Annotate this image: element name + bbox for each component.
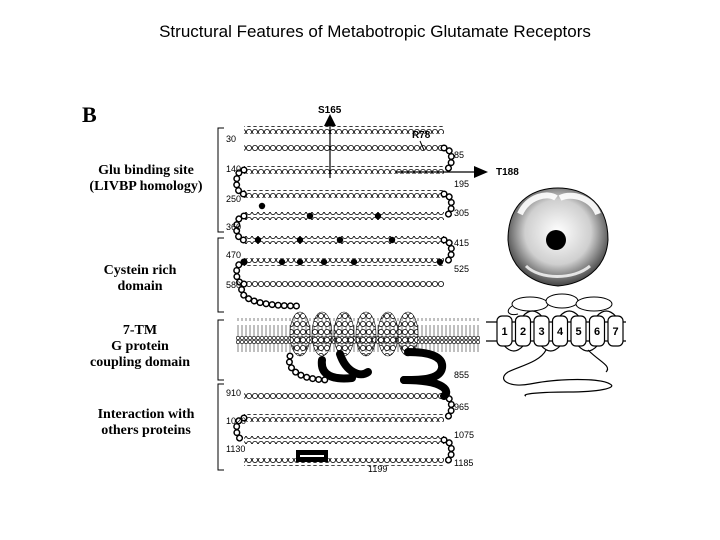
right-residue-number: 305	[454, 208, 470, 218]
tm-helix-number: 4	[556, 326, 564, 338]
cysteine-dot	[437, 259, 443, 265]
region-bracket	[218, 128, 224, 232]
cysteine-dot	[297, 259, 303, 265]
region-label-tm: 7-TM	[122, 323, 158, 338]
residue-row	[244, 166, 444, 174]
cysteine-dot	[337, 237, 343, 243]
region-label-cys: Cystein rich	[103, 263, 177, 278]
left-residue-number: 1020	[226, 416, 247, 426]
r78-label: R78	[412, 130, 431, 141]
tm-helix-number: 7	[612, 326, 619, 338]
left-residue-number: 140	[226, 164, 242, 174]
cysteine-dot	[389, 237, 395, 243]
tm-helix	[290, 312, 310, 356]
tm-helix	[334, 312, 354, 356]
right-arrow-icon	[474, 166, 488, 178]
residue-row	[244, 212, 444, 220]
region-label-int: others proteins	[101, 423, 191, 438]
right-residue-number: 195	[454, 179, 470, 189]
region-label-cys: domain	[117, 279, 163, 294]
right-residue-number: 965	[454, 402, 470, 412]
amino-acid-chain	[236, 126, 480, 466]
tm-helix-number: 6	[593, 326, 601, 338]
venus-flytrap-domain	[508, 188, 608, 286]
panel-letter: B	[82, 102, 97, 127]
residue-row	[244, 144, 444, 152]
region-bracket	[218, 384, 224, 470]
tm-helices	[497, 311, 623, 351]
tm-helix	[378, 312, 398, 356]
residue-row	[244, 258, 444, 266]
tm-helix-number: 5	[575, 326, 582, 338]
tm-helix-number: 1	[501, 326, 508, 338]
region-labels	[89, 163, 203, 438]
region-label-tm: G protein	[111, 339, 169, 354]
region-label-glu: (LIVBP homology)	[89, 179, 203, 194]
end-residue-number: 1199	[368, 464, 388, 474]
residue-row	[244, 414, 444, 422]
region-bracket	[218, 238, 224, 312]
residue-row	[244, 392, 444, 400]
left-residue-number: 360	[226, 222, 242, 232]
right-residue-number: 415	[454, 238, 470, 248]
cysteine-dot	[241, 259, 247, 265]
tm-helix	[356, 312, 376, 356]
g-protein-loop	[340, 354, 368, 374]
residue-row	[244, 280, 444, 288]
c-tail-segment	[404, 352, 442, 380]
residue-row	[244, 190, 444, 198]
receptor-schematic	[486, 188, 626, 396]
t188-label: T188	[496, 167, 519, 178]
region-label-tm: coupling domain	[90, 355, 190, 370]
residue-row	[244, 458, 444, 466]
cysteine-dot	[375, 213, 381, 219]
cysteine-dot	[279, 259, 285, 265]
cysteine-dot	[321, 259, 327, 265]
ligand-icon	[546, 230, 566, 250]
left-residue-number: 470	[226, 250, 242, 260]
tm-helix-number: 2	[519, 326, 527, 338]
cysteine-dot	[255, 237, 261, 243]
residue-row	[244, 436, 444, 444]
right-residue-number: 855	[454, 370, 470, 380]
right-residue-number: 1185	[454, 458, 474, 468]
right-residue-number: 1075	[454, 430, 475, 440]
cysteine-dot	[297, 237, 303, 243]
tm-helix	[312, 312, 332, 356]
tm-helix-number: 3	[538, 326, 545, 338]
cysteine-dot	[351, 259, 357, 265]
cysteine-dot	[307, 213, 313, 219]
left-residue-number: 910	[226, 388, 242, 398]
left-residue-number: 1130	[226, 444, 246, 454]
left-residue-number: 30	[226, 134, 237, 144]
region-brackets	[218, 128, 224, 470]
s165-label: S165	[318, 105, 342, 116]
residue-row	[244, 236, 444, 244]
region-bracket	[218, 320, 224, 380]
left-residue-number: 580	[226, 280, 242, 290]
slide-title: Structural Features of Metabotropic Glutamate Receptors	[159, 22, 591, 41]
right-residue-number: 85	[454, 150, 465, 160]
right-residue-numbers	[454, 150, 474, 468]
cysteine-dot	[259, 203, 265, 209]
right-residue-number: 525	[454, 264, 470, 274]
left-residue-number: 250	[226, 194, 242, 204]
region-label-int: Interaction with	[97, 407, 195, 422]
region-label-glu: Glu binding site	[98, 163, 194, 178]
